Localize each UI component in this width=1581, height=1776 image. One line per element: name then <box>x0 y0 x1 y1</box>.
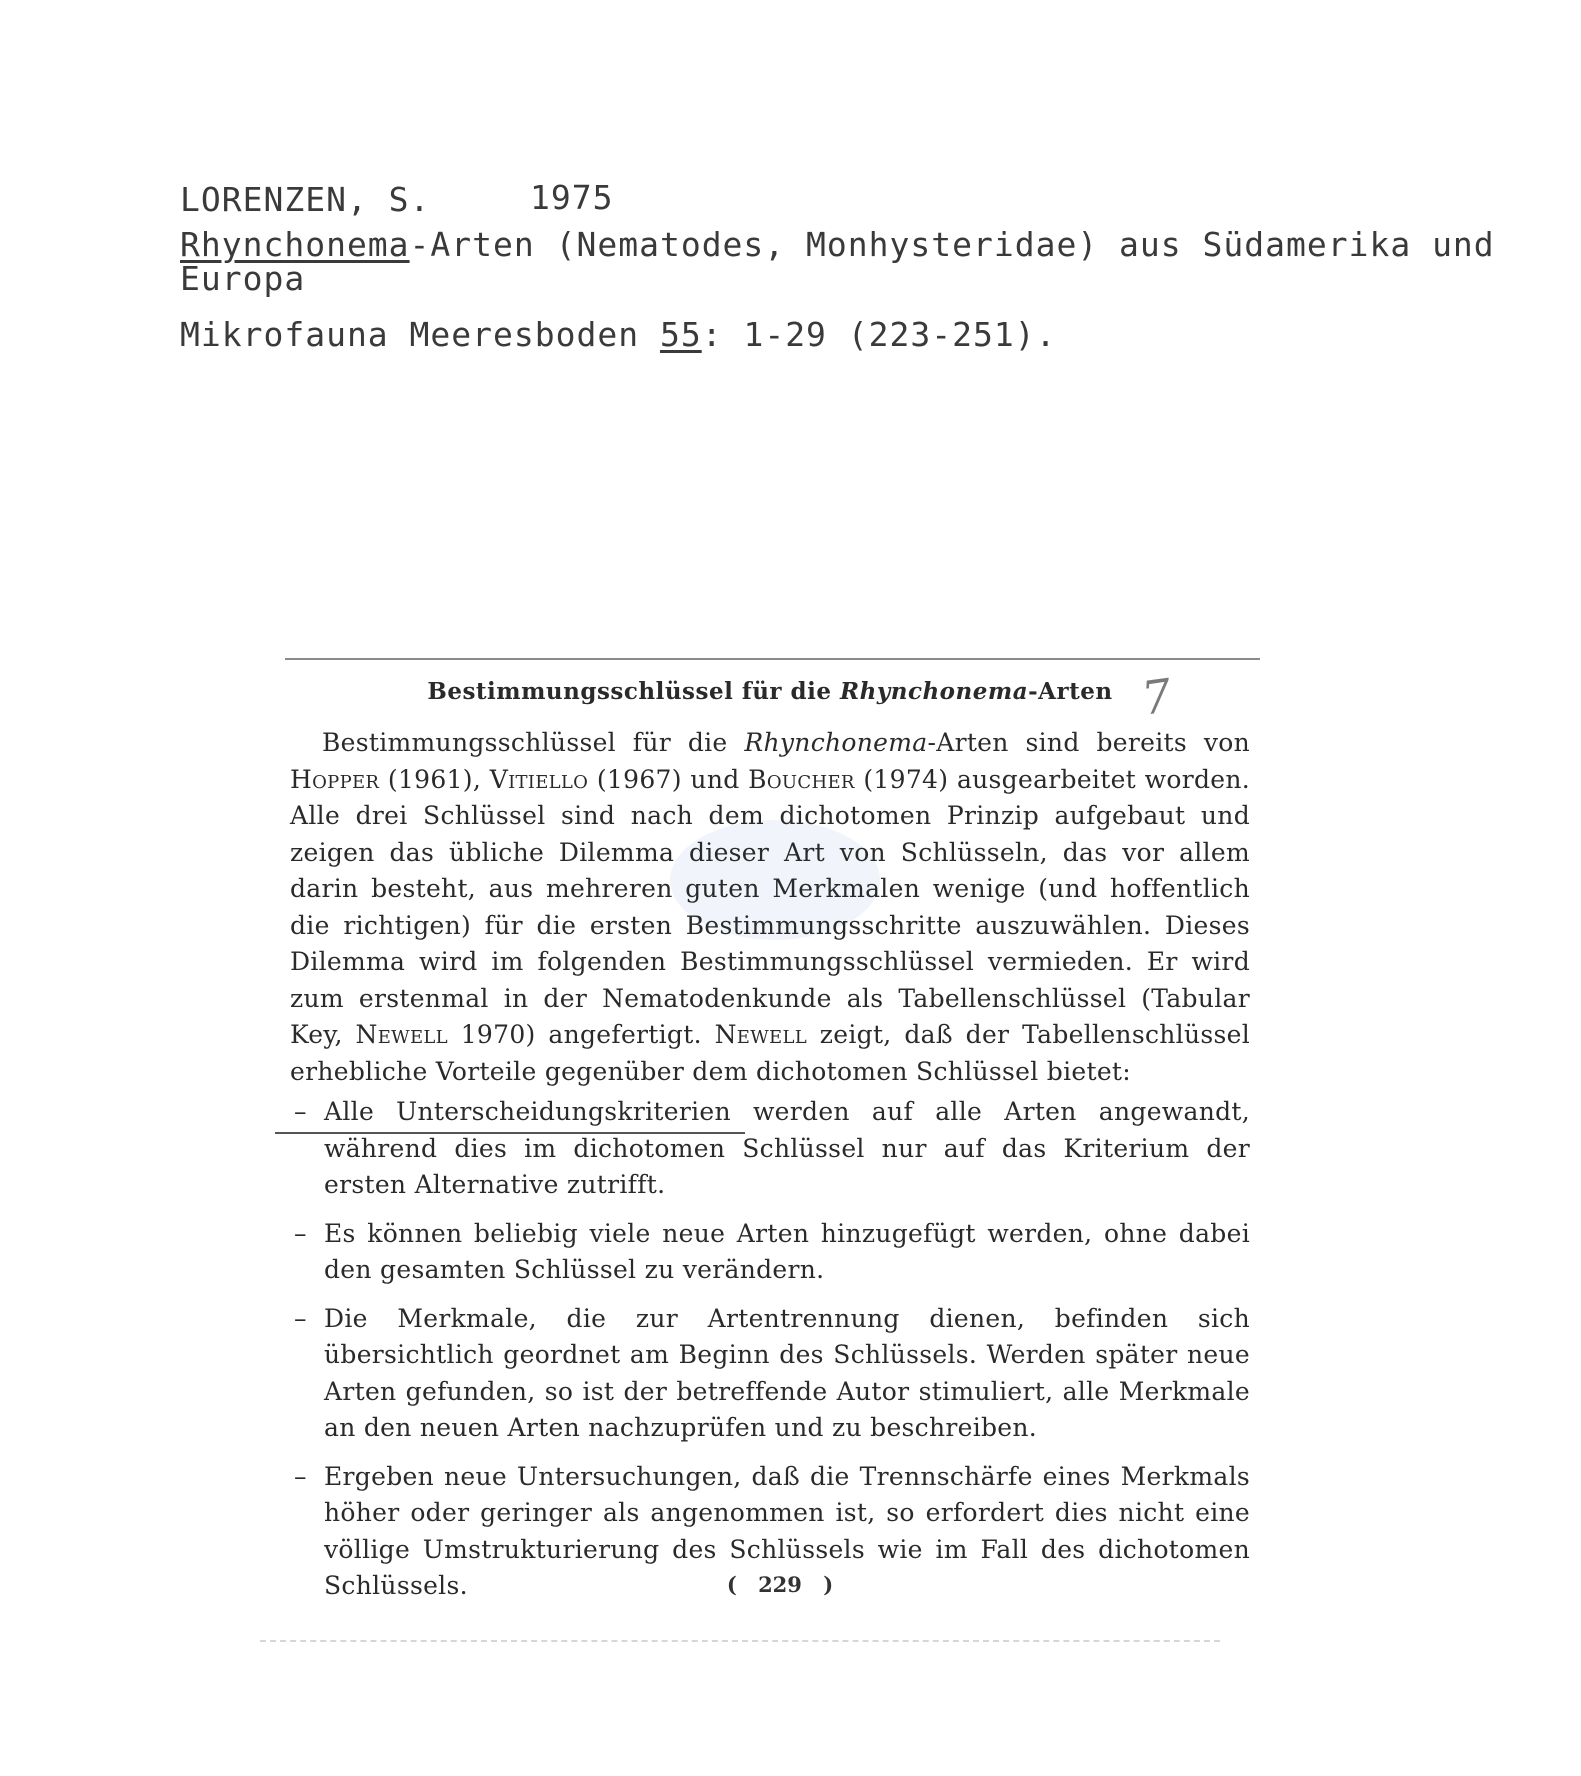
list-item-text: Ergeben neue Untersuchungen, daß die Trennschärfe eines Merkmals höher oder geringer als angenommen ist, so erfordert dies nicht eine völlige Umstrukturierung des Schlüssels wie im Fall des dichotomen Schlüssels. <box>324 1461 1250 1600</box>
printed-excerpt <box>290 670 1250 1617</box>
para-text: 1970) angefertigt. <box>447 1020 715 1049</box>
author-boucher: Boucher <box>748 764 855 794</box>
list-item <box>290 1216 1250 1289</box>
para-text: (1974) ausgearbeitet worden. Alle drei Schlüssel sind nach dem dichotomen Prinzip aufgebaut und zeigen das übliche Dilemma dieser Art von Schlüsseln, das vor allem darin besteht, aus mehreren guten Merkmalen wenige (und hoffentlich die richtigen) für die ersten Bestimmungsschritte auszuwählen. Dieses Dilemma wird im folgenden Bestimmungsschlüssel vermieden. Er wird zum erstenmal in der Nematodenkunde als Tabellenschlüssel (Tabular Key, <box>290 764 1250 1049</box>
author-vitiello: Vitiello <box>489 764 589 794</box>
section-heading <box>290 678 1250 705</box>
intro-paragraph <box>290 725 1250 1090</box>
heading-suffix: -Arten <box>1028 678 1113 705</box>
list-item-text: Alle Unterscheidungskriterien werden auf alle Arten angewandt, während dies im dichotomen Schlüssel nur auf das Kriterium der ersten Alternative zutrifft. <box>324 1097 1250 1199</box>
citation-title-genus: Rhynchonema <box>180 225 410 264</box>
dash-marker: – <box>294 1461 307 1491</box>
citation-journal: Mikrofauna Meeresboden <box>180 315 660 354</box>
pen-underline <box>275 1132 745 1134</box>
para-text: zeigt, daß der Tabellenschlüssel erhebliche Vorteile gegenüber dem dichotomen Schlüssel bietet: <box>290 1020 1250 1086</box>
handwritten-mark: 7 <box>1138 668 1175 726</box>
citation-author-line <box>180 178 614 219</box>
list-item <box>290 1301 1250 1447</box>
advantages-list <box>290 1094 1250 1605</box>
para-text: Bestimmungsschlüssel für die <box>322 728 745 757</box>
author-newell: Newell <box>355 1020 448 1049</box>
citation-title <box>180 225 1510 298</box>
citation-title-rest: -Arten (Nematodes, Monhysteridae) aus Südamerika und Europa <box>180 225 1495 298</box>
para-text: (1961), <box>379 764 490 794</box>
list-item <box>290 1094 1250 1204</box>
author-hopper: Hopper <box>290 764 380 794</box>
dash-marker: – <box>294 1303 307 1333</box>
list-item-text: Die Merkmale, die zur Artentrennung dienen, befinden sich übersichtlich geordnet am Beginn des Schlüssels. Werden später neue Arten gefunden, so ist der betreffende Autor stimuliert, alle Merkmale an den neuen Arten nachzuprüfen und zu beschreiben. <box>324 1303 1250 1442</box>
para-text: -Arten sind bereits von <box>927 728 1250 757</box>
dash-marker: – <box>294 1097 307 1126</box>
citation-journal-line <box>180 315 1056 354</box>
heading-genus: Rhynchonema <box>840 678 1029 705</box>
excerpt-bottom-rule <box>260 1640 1220 1642</box>
para-text: (1967) und <box>588 764 749 794</box>
para-genus: Rhynchonema <box>744 728 928 757</box>
excerpt-top-rule <box>285 658 1260 660</box>
heading-text: Bestimmungsschlüssel für die <box>427 678 841 705</box>
citation-volume: 55 <box>659 315 702 354</box>
citation-author: LORENZEN, S. <box>180 180 431 219</box>
author-newell: Newell <box>714 1020 807 1049</box>
citation-year: 1975 <box>530 178 614 217</box>
citation-pages: : 1-29 (223-251). <box>701 315 1057 354</box>
list-item-text: Es können beliebig viele neue Arten hinzugefügt werden, ohne dabei den gesamten Schlüssel zu verändern. <box>324 1218 1250 1284</box>
dash-marker: – <box>294 1218 307 1248</box>
page-number: ( 229 ) <box>726 1572 834 1597</box>
